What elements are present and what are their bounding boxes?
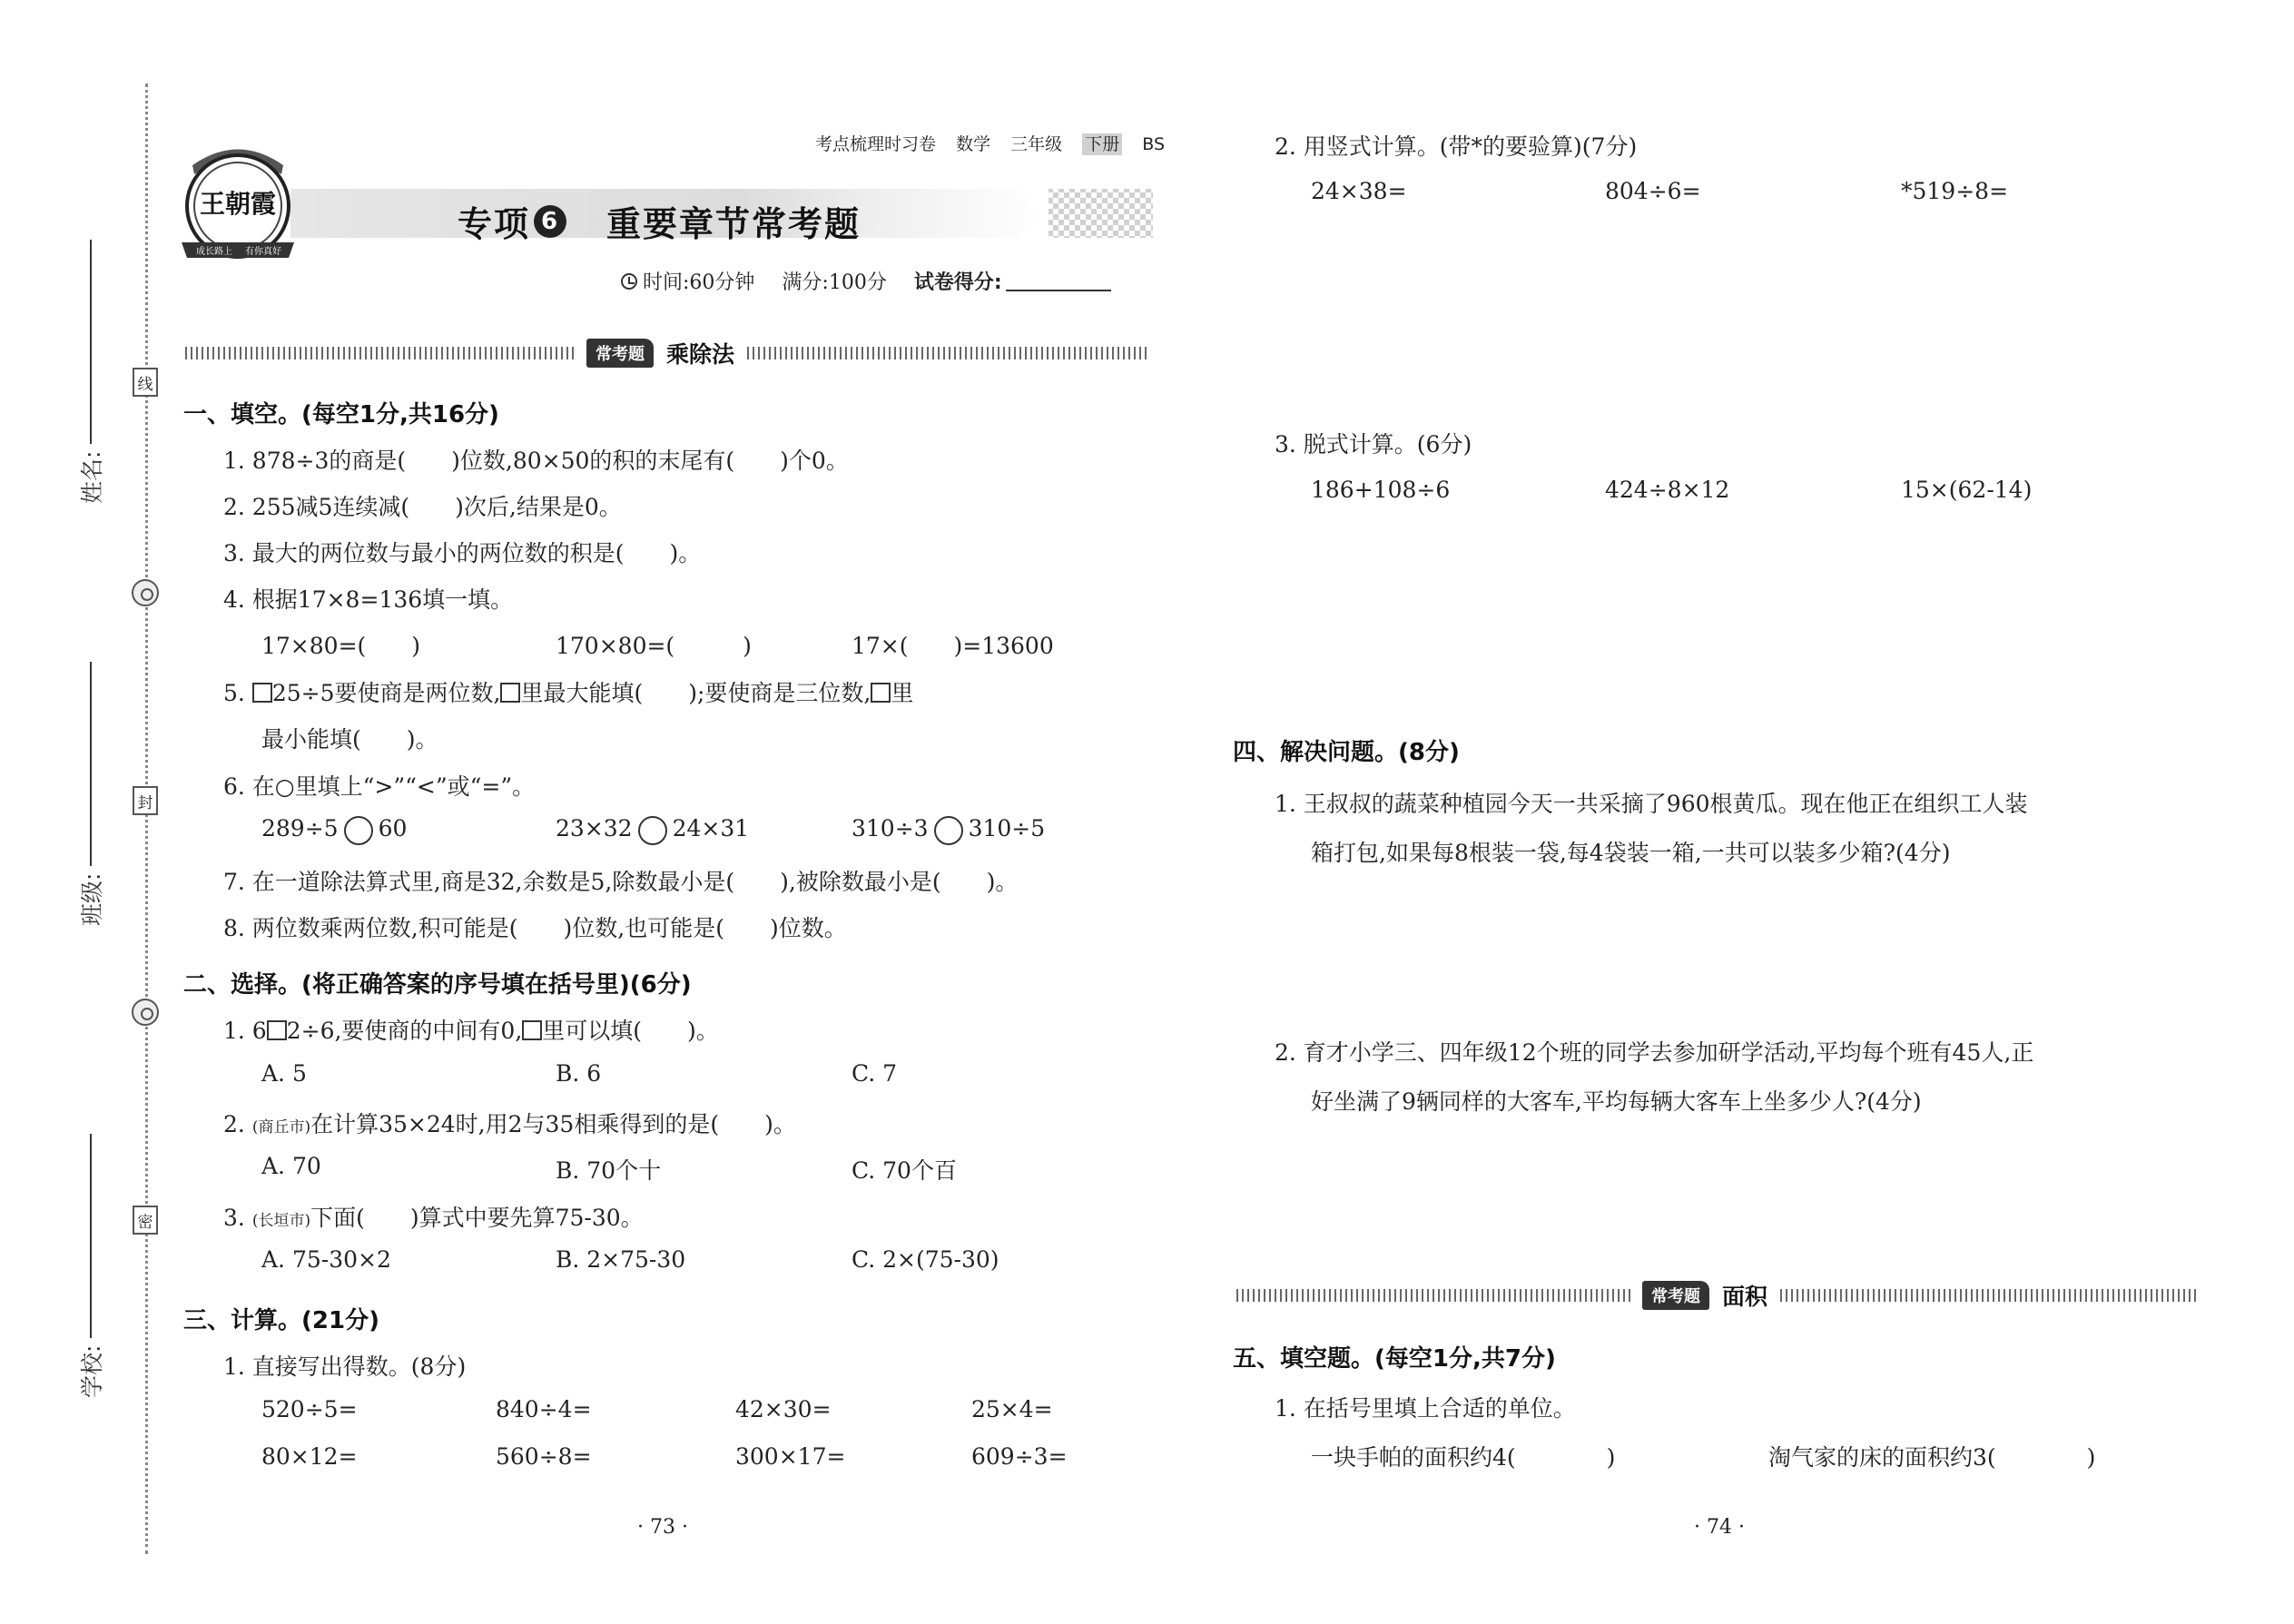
page-number-right: · 74 · — [1694, 1516, 1745, 1539]
class-label: 班级: — [79, 872, 105, 926]
frequent-badge: 常考题 — [586, 339, 654, 368]
part5-q1a: 一块手帕的面积约4( ) — [1311, 1444, 1616, 1471]
binding-knot-icon — [132, 579, 159, 606]
part3-q1: 1. 直接写出得数。(8分) — [223, 1353, 467, 1380]
q2-source: (商丘市) — [251, 1118, 311, 1137]
school-underline[interactable] — [90, 1134, 92, 1338]
part5-q1b: 淘气家的床的面积约3( ) — [1768, 1444, 2096, 1471]
part3-q3: 3. 脱式计算。(6分) — [1275, 431, 1472, 458]
clock-icon — [621, 273, 637, 290]
q5-text-a: 25÷5要使商是两位数, — [271, 680, 501, 706]
q1-text-a: 1. 6 — [223, 1018, 267, 1044]
compare-circle[interactable] — [934, 816, 963, 845]
part2-q3-option-a[interactable]: A. 75-30×2 — [261, 1246, 391, 1273]
part2-q2-option-b[interactable]: B. 70个十 — [556, 1157, 662, 1184]
part1-q5-line1 — [223, 675, 913, 708]
mental-calc-item: 25×4= — [971, 1396, 1053, 1422]
binding-char-seal: 封 — [133, 786, 158, 815]
volume-badge: 下册 — [1082, 133, 1122, 155]
part4-heading: 四、解决问题。(8分) — [1233, 739, 1460, 766]
blank-box-icon — [267, 1020, 287, 1040]
part2-q3-option-c[interactable]: C. 2×(75-30) — [852, 1246, 999, 1273]
part2-q2-option-c[interactable]: C. 70个百 — [852, 1157, 957, 1184]
dotted-rule — [747, 347, 1147, 359]
title-prefix: 专项 — [458, 204, 531, 244]
mental-calc-item: 42×30= — [735, 1396, 832, 1422]
q6b-left: 23×32 — [556, 815, 633, 842]
part1-q4c: 17×( )=13600 — [852, 633, 1054, 659]
section-bar-area — [1236, 1282, 2199, 1309]
part2-q3-option-b[interactable]: B. 2×75-30 — [556, 1246, 686, 1273]
compare-circle[interactable] — [344, 816, 373, 845]
grade: 三年级 — [1010, 134, 1063, 154]
q6a-right: 60 — [378, 815, 408, 842]
mental-calc-item: 300×17= — [735, 1443, 846, 1470]
part1-q8: 8. 两位数乘两位数,积可能是( )位数,也可能是( )位数。 — [223, 915, 847, 941]
full-score: 满分:100分 — [782, 271, 887, 294]
mental-calc-item: 520÷5= — [261, 1396, 358, 1422]
score-label: 试卷得分: — [913, 271, 1002, 294]
q2-number: 2. — [223, 1111, 245, 1137]
part2-q1-option-b[interactable]: B. 6 — [556, 1060, 602, 1087]
binding-knot-icon — [132, 999, 159, 1026]
dotted-rule — [1236, 1289, 1631, 1302]
blank-box-icon — [871, 683, 891, 703]
q3-number: 3. — [223, 1205, 245, 1231]
school-field[interactable] — [74, 1134, 107, 1398]
mental-calc-item: 560÷8= — [496, 1443, 592, 1470]
section-name: 乘除法 — [666, 341, 735, 368]
part2-q1-option-c[interactable]: C. 7 — [852, 1060, 898, 1087]
part5-q1: 1. 在括号里填上合适的单位。 — [1275, 1395, 1576, 1422]
brand-logo — [174, 138, 301, 265]
frequent-badge: 常考题 — [1642, 1281, 1709, 1310]
q6b-right: 24×31 — [672, 815, 750, 842]
blank-box-icon — [522, 1020, 542, 1040]
section-bar-multiply-divide — [185, 340, 1147, 367]
q6c-left: 310÷3 — [852, 815, 929, 842]
q3-source: (长垣市) — [251, 1212, 311, 1230]
score-field[interactable] — [1006, 271, 1111, 291]
svg-text:成长路上: 成长路上 — [196, 247, 232, 257]
part1-q5-line2: 最小能填( )。 — [261, 726, 438, 753]
vertical-calc-item: 804÷6= — [1605, 178, 1701, 204]
q3-text: 下面( )算式中要先算75-30。 — [310, 1205, 644, 1231]
vertical-calc-item: *519÷8= — [1901, 178, 2009, 204]
svg-text:王朝霞: 王朝霞 — [199, 189, 277, 219]
part2-heading: 二、选择。(将正确答案的序号填在括号里)(6分) — [183, 971, 692, 999]
part3-q2: 2. 用竖式计算。(带*的要验算)(7分) — [1275, 133, 1638, 160]
part1-q2: 2. 255减5连续减( )次后,结果是0。 — [223, 494, 622, 520]
binding-dotted-line — [145, 84, 148, 1554]
part1-q6a — [261, 815, 407, 845]
part1-q3: 3. 最大的两位数与最小的两位数的积是( )。 — [223, 540, 702, 566]
part4-q1-line2: 箱打包,如果每8根装一袋,每4袋装一箱,一共可以装多少箱?(4分) — [1311, 840, 1951, 866]
subject: 数学 — [956, 134, 991, 154]
q5-text-c: 里 — [891, 680, 914, 706]
q6a-left: 289÷5 — [261, 815, 339, 842]
title-number-badge: 6 — [534, 205, 566, 238]
part4-q2-line2: 好坐满了9辆同样的大客车,平均每辆大客车上坐多少人?(4分) — [1311, 1088, 1922, 1115]
part1-q6c — [852, 815, 1045, 845]
class-underline[interactable] — [90, 662, 92, 866]
part1-q4a: 17×80=( ) — [261, 633, 421, 659]
part1-q7: 7. 在一道除法算式里,商是32,余数是5,除数最小是( ),被除数最小是( )。 — [223, 869, 1019, 895]
part2-q1-option-a[interactable]: A. 5 — [261, 1060, 307, 1087]
title-main: 重要章节常考题 — [606, 204, 861, 244]
time-limit: 时间:60分钟 — [643, 271, 755, 294]
mental-calc-item: 80×12= — [261, 1443, 358, 1470]
part1-q4: 4. 根据17×8=136填一填。 — [223, 586, 514, 613]
q1-text-c: 里可以填( )。 — [542, 1018, 719, 1044]
binding-char-line: 线 — [133, 368, 158, 397]
part2-q1 — [223, 1013, 719, 1046]
mental-calc-item: 840÷4= — [496, 1396, 592, 1422]
page-title — [458, 196, 861, 246]
q5-text-b: 里最大能填( );要使商是三位数, — [520, 680, 871, 706]
part1-heading: 一、填空。(每空1分,共16分) — [183, 401, 499, 428]
section-name: 面积 — [1722, 1284, 1768, 1310]
q6c-right: 310÷5 — [968, 815, 1046, 842]
dotted-rule — [185, 347, 576, 359]
exam-meta — [621, 267, 1111, 295]
part4-q2-line1: 2. 育才小学三、四年级12个班的同学去参加研学活动,平均每个班有45人,正 — [1275, 1039, 2034, 1066]
blank-box-icon — [500, 683, 520, 703]
dotted-rule — [1780, 1289, 2199, 1302]
name-underline[interactable] — [90, 240, 92, 444]
mental-calc-item: 609÷3= — [971, 1443, 1068, 1470]
part1-q6: 6. 在○里填上“>”“<”或“=”。 — [223, 773, 536, 800]
compare-circle[interactable] — [638, 816, 667, 845]
q1-text-b: 2÷6,要使商的中间有0, — [286, 1018, 523, 1044]
part4-q1-line1: 1. 王叔叔的蔬菜种植园今天一共采摘了960根黄瓜。现在他正在组织工人装 — [1275, 791, 2028, 817]
part2-q2 — [223, 1107, 796, 1139]
page-number-left: · 73 · — [637, 1516, 688, 1539]
part5-heading: 五、填空题。(每空1分,共7分) — [1233, 1345, 1556, 1373]
q5-number: 5. — [223, 680, 245, 706]
name-label: 姓名: — [79, 450, 105, 504]
class-field[interactable] — [74, 662, 107, 926]
part2-q3 — [223, 1200, 644, 1233]
series-info — [815, 131, 1165, 155]
part3-heading: 三、计算。(21分) — [183, 1307, 379, 1334]
part1-q1: 1. 878÷3的商是( )位数,80×50的积的末尾有( )个0。 — [223, 448, 849, 474]
part1-q6b — [556, 815, 749, 845]
part1-q4b: 170×80=( ) — [556, 633, 752, 659]
part2-q2-option-a[interactable]: A. 70 — [261, 1153, 321, 1179]
stepwise-calc-item: 15×(62-14) — [1901, 477, 2033, 503]
school-label: 学校: — [79, 1344, 105, 1398]
series-name: 考点梳理时习卷 — [815, 134, 937, 154]
stepwise-calc-item: 186+108÷6 — [1311, 477, 1451, 503]
name-field[interactable] — [74, 240, 107, 504]
edition: BS — [1142, 134, 1166, 154]
svg-text:有你真好: 有你真好 — [245, 247, 281, 257]
vertical-calc-item: 24×38= — [1311, 178, 1407, 204]
stepwise-calc-item: 424÷8×12 — [1605, 477, 1730, 503]
blank-box-icon — [252, 683, 272, 703]
q2-text: 在计算35×24时,用2与35相乘得到的是( )。 — [310, 1111, 796, 1137]
binding-char-secret: 密 — [133, 1206, 158, 1235]
